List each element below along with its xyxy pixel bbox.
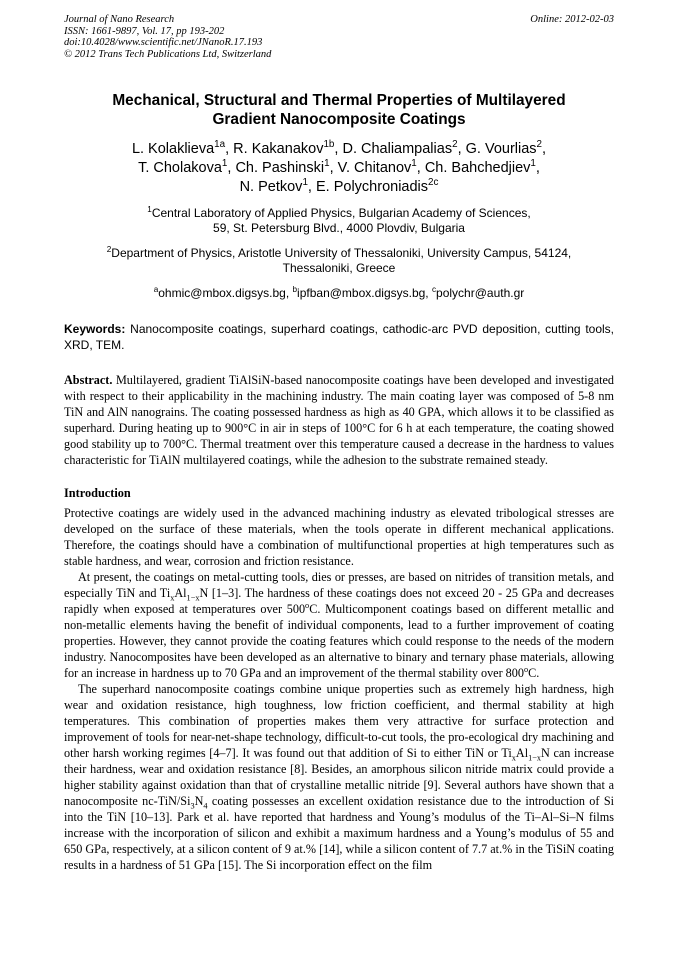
author-affiliation-marker: 2	[536, 139, 543, 151]
author-name: N. Petkov	[239, 179, 303, 195]
paragraph-text: C. Multicomponent coatings based on different metallic and non-metallic elements having the benefit of individual components, lead to a further improvement of coating properties. However, they cannot provide the coating features which could response to the needs of the modern industry. Nanocomposites have been developed as an alternative to binary and ternary phase materials, allowing for an increase in hardness up to 70 GPa and an improvement of the thermal stability over 800	[64, 602, 614, 680]
paper-page	[64, 14, 614, 873]
abstract-text: Multilayered, gradient TiAlSiN-based nanocomposite coatings have been developed and investigated with respect to their applicability in the machining industry. The main coating layer was composed of 5-8 nm TiN and AlN nanograins. The coating possessed hardness as high as 40 GPA, which allows it to be classified as superhard. During heating up to 900°C in air in steps of 100°C for 6 h at each temperature, the coating showed good stability up to 700°C. Thermal treatment over this temperature caused a decrease in the hardness to values characteristic for TiAlN multilayered coatings, while the adhesion to the substrate remained steady.	[64, 373, 614, 467]
paragraph-text: N	[194, 794, 204, 808]
email-list: $^a$ohmic@mbox.digsys.bg, $^b$ipfban@mbox.digsys.bg, $^c$polychr@auth.gr	[153, 285, 525, 300]
subscript: 4	[203, 801, 208, 811]
affiliation-line: 59, St. Petersburg Blvd., 4000 Plovdiv, Bulgaria	[213, 221, 465, 235]
affiliation-line: Department of Physics, Aristotle University of Thessaloniki, University Campus, 54124,	[111, 246, 572, 260]
author-affiliation-marker: 2c	[428, 177, 439, 189]
author-affiliation-marker: 1	[530, 158, 536, 170]
abstract	[64, 372, 614, 468]
superscript: o	[305, 600, 310, 610]
paragraph-text: N [1–3]. The hardness of these coatings does not exceed 20 - 25 GPa and decreases rapidly when exposed at temperatures over 500	[64, 586, 614, 616]
paragraph-text: Protective coatings are widely used in the advanced machining industry as elevated tribological stresses are developed on the surface of these materials, when the tools operate in different mechanical applications. Therefore, the coatings should have a combination of multifunctional properties at high temperatures such as stable hardness, and wear, corrosion and friction resistance.	[64, 506, 614, 568]
author-affiliation-marker: 1	[302, 177, 308, 189]
paragraph-text: Al	[174, 586, 187, 600]
paragraph-text: At present, the coatings on metal-cutting tools, dies or presses, are based on nitrides of transition metals, and especially TiN and Ti	[64, 570, 614, 600]
affiliation-1	[64, 206, 614, 236]
paragraph-text: coating possesses an excellent oxidation resistance due to the introduction of Si into the TiN [10–13]. Park et al. have reported that hardness and Young’s modulus of the Ti–Al–Si–N films increase with the incorporation of silicon and exhibit a maximum hardness and a Young’s modulus of 55 and 650 GPa, respectively, at a silicon content of 9 at.% [14], while a silicon content of 7.7 at.% in the TiSiN coating results in a hardness of 51 GPa [15]. The Si incorporation effect on the film	[64, 794, 614, 872]
keywords-text: Nanocomposite coatings, superhard coatings, cathodic-arc PVD deposition, cutting tools, XRD, TEM.	[64, 322, 614, 352]
affiliation-marker: 1	[147, 205, 152, 214]
keywords	[64, 321, 614, 353]
author-name: R. Kakanakov	[233, 141, 324, 157]
body-paragraph	[64, 505, 614, 569]
affiliation-2	[64, 246, 614, 276]
abstract-label: Abstract.	[64, 373, 113, 387]
author-name: Ch. Pashinski	[235, 160, 325, 176]
author-name: Ch. Bahchedjiev	[424, 160, 531, 176]
author-name: L. Kolaklieva	[131, 141, 215, 157]
body-paragraph	[64, 681, 614, 873]
paragraph-text: The superhard nanocomposite coatings combine unique properties such as extremely high hardness, high wear and oxidation resistance, high toughness, low friction coefficient, and thermal stability at high temperatures. This combination of properties makes them very attractive for surface protection and improvement of tools for near-net-shape technology, difficult-to-cut tools, the pro-ecological dry machining and other harsh working regimes [4–7]. It was found out that addition of Si to either TiN or Ti	[64, 682, 614, 760]
email-address: ipfban@mbox.digsys.bg	[297, 286, 426, 300]
email-marker: c	[431, 285, 437, 294]
journal-issn: ISSN: 1661-9897, Vol. 17, pp 193-202	[64, 25, 225, 37]
author-name: V. Chitanov	[337, 160, 412, 176]
author-affiliation-marker: 1	[221, 158, 228, 170]
author-name: E. Polychroniadis	[315, 179, 429, 195]
superscript: o	[523, 664, 529, 674]
journal-name: Journal of Nano Research	[64, 14, 175, 25]
email-marker: a	[153, 285, 159, 294]
paragraph-text: Al	[515, 746, 529, 760]
section-heading: Introduction	[64, 486, 131, 500]
author-affiliation-marker: 2	[452, 139, 458, 151]
subscript: 1−x	[186, 593, 200, 603]
affiliation-line: Central Laboratory of Applied Physics, Bulgarian Academy of Sciences,	[151, 206, 531, 220]
email-address: ohmic@mbox.digsys.bg	[158, 286, 286, 300]
body-paragraph	[64, 569, 614, 681]
affiliation-line: Thessaloniki, Greece	[282, 261, 396, 275]
paper-title: Mechanical, Structural and Thermal Properties of Multilayered Gradient Nanocomposite Coatings	[112, 92, 566, 128]
author-name: D. Chaliampalias	[342, 141, 453, 157]
paragraph-text: C.	[528, 666, 540, 680]
subscript: x	[511, 753, 516, 763]
author-affiliation-marker: 1a	[214, 139, 226, 151]
subscript: x	[170, 593, 175, 603]
journal-copyright: © 2012 Trans Tech Publications Ltd, Switzerland	[64, 48, 272, 60]
email-address: polychr@auth.gr	[436, 286, 525, 300]
journal-doi: doi:10.4028/www.scientific.net/JNanoR.17.193	[64, 37, 263, 48]
author-name: T. Cholakova	[138, 160, 222, 176]
affiliation-marker: 2	[106, 245, 112, 254]
subscript: 1−x	[528, 753, 542, 763]
subscript: 3	[190, 801, 195, 811]
author-affiliation-marker: 1	[411, 158, 417, 170]
online-date: Online: 2012-02-03	[530, 14, 614, 25]
keywords-label: Keywords:	[64, 322, 126, 336]
author-list: L. Kolaklieva$^{1a}$, R. Kakanakov$^{1b}$, D. Chaliampalias$^2$, G. Vourlias$^2$, T. Cholakova$^1$, Ch. Pashinski$^1$, V. Chitanov$^1$, Ch. Bahchedjiev$^1$, N. Petkov$^1$, E. Polychroniadis$^{2c}$	[131, 139, 547, 195]
author-affiliation-marker: 1b	[323, 139, 335, 151]
author-name: G. Vourlias	[465, 141, 537, 157]
email-marker: b	[292, 285, 298, 294]
paragraph-text: N can increase their hardness, wear and oxidation resistance [8]. Besides, an amorphous silicon nitride matrix could provide a higher stability against oxidation than that of crystalline metallic nitride [9]. Several authors have shown that a nanocomposite nc-TiN/Si	[64, 746, 614, 808]
journal-header	[64, 14, 614, 60]
author-affiliation-marker: 1	[324, 158, 330, 170]
